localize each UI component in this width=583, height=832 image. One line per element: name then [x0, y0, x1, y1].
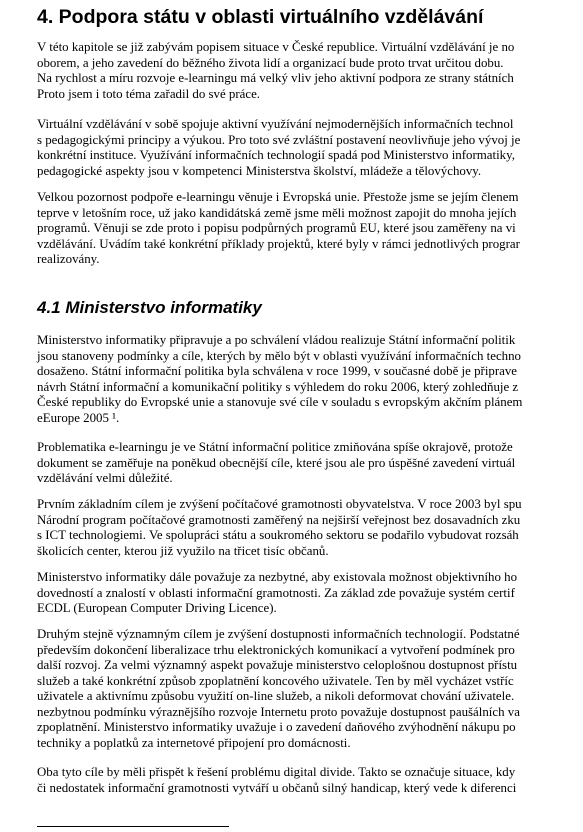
text-line: služeb a také konkrétní způsob zpoplatnění koncového uživatele. Ten by měl vycházet vstříc	[37, 673, 514, 688]
chapter-paragraph	[37, 40, 514, 102]
text-line: Ministerstvo informatiky dále považuje za nezbytné, aby existovala možnost objektivního ho	[37, 570, 518, 584]
text-line: Národní program počítačové gramotnosti zaměřený na nejširší veřejnost bez dosavadních zku	[37, 512, 521, 527]
text-line: oborem, a jeho zavedení do běžného života lidí a organizací bude proto trvat určitou dobu.	[37, 55, 504, 70]
text-line: Velkou pozornost podpoře e-learningu věnuje i Evropská unie. Přestože jsme se jejím členem	[37, 190, 519, 204]
text-line: Na rychlost a míru rozvoje e-learningu má velký vliv jeho aktivní podpora ze strany státních	[37, 71, 514, 85]
text-line: ECDL (European Computer Driving Licence).	[37, 601, 277, 615]
text-line: dosaženo. Státní informační politika byla schválena v roce 1999, v současné době je připrave	[37, 364, 518, 378]
text-line: Virtuální vzdělávání v sobě spojuje aktivní využívání nejmodernějších informačních technol	[37, 117, 514, 131]
section-heading: 4.1 Ministerstvo informatiky	[37, 298, 262, 317]
text-line: návrh Státní informační a komunikační politiky s výhledem do roku 2006, který zohledňuje z	[37, 379, 519, 394]
text-line: dokument se zaměřuje na poněkud obecnější cíle, které jsou ale pro úspěšné zavedení virtuál	[37, 455, 516, 470]
chapter-heading: 4. Podpora státu v oblasti virtuálního vzdělávání	[37, 6, 484, 28]
text-line: teprve v letošním roce, už jako kandidátská země jsme měli možnost zapojit do mnoha jejích	[37, 205, 517, 220]
section-paragraph	[37, 570, 517, 617]
text-line: programů. Věnuji se zde proto i popisu podpůrných programů EU, které jsou zaměřeny na vi	[37, 221, 516, 235]
text-line: vzdělávání velmi důležité.	[37, 471, 173, 485]
text-line: eEurope 2005 ¹.	[37, 410, 120, 425]
text-line: dovedností a znalostí v oblasti informační gramotnosti. Za základ zde považuje systém certif	[37, 585, 515, 600]
text-line: další rozvoj. Za velmi významný aspekt považuje ministerstvo celoplošnou dostupnost přístu	[37, 658, 518, 672]
section-paragraph	[37, 497, 522, 559]
text-line: především dokončení liberalizace trhu elektronických komunikací a vytvoření podmínek pro	[37, 642, 515, 657]
text-line: školicích center, kterou již využilo na třicet tisíc občanů.	[37, 543, 329, 558]
text-line: uživatele a aktivnímu způsobu využití on-line služeb, a nikoli deformovat chování uživatele.	[37, 689, 515, 703]
section-paragraph	[37, 627, 520, 751]
text-line: Druhým stejně významným cílem je zvýšení dostupnosti informačních technologií. Podstatné	[37, 627, 520, 641]
text-line: Proto jsem i toto téma zařadil do své práce.	[37, 86, 261, 101]
text-line: České republiky do Evropské unie a stanovuje své cíle v souladu s evropským akčním plánem	[37, 395, 523, 409]
text-line: Prvním základním cílem je zvýšení počítačové gramotnosti obyvatelstva. V roce 2003 byl spu	[37, 497, 522, 511]
text-line: jsou stanoveny podmínky a cíle, kterých by mělo být v oblasti využívání informačních techno	[37, 348, 522, 363]
text-line: pedagogické aspekty jsou v kompetenci Ministerstva školství, mládeže a tělovýchovy.	[37, 163, 482, 178]
text-line: s ICT technologiemi. Ve spolupráci státu a soukromého sektoru se podařilo vybudovat rozsáh	[37, 528, 519, 542]
text-line: Problematika e-learningu je ve Státní informační politice zmiňována spíše okrajově, protože	[37, 440, 513, 454]
section-paragraph	[37, 440, 515, 487]
text-line: konkrétní instituce. Využívání informačních technologií spadá pod Ministerstvo informatiky,	[37, 148, 515, 162]
text-line: Oba tyto cíle by měli přispět k řešení problému digital divide. Takto se označuje situace, kdy	[37, 765, 516, 779]
chapter-paragraph	[37, 190, 520, 268]
section-paragraph	[37, 765, 516, 796]
footnote-separator	[37, 826, 229, 827]
text-line: techniky a poplatků za internetové připojení pro domácnosti.	[37, 735, 351, 750]
text-line: realizovány.	[37, 252, 100, 266]
chapter-paragraph	[37, 117, 520, 179]
text-line: V této kapitole se již zabývám popisem situace v České republice. Virtuální vzdělávání je no	[37, 40, 515, 54]
text-line: Ministerstvo informatiky připravuje a po schválení vládou realizuje Státní informační politik	[37, 333, 516, 347]
section-paragraph	[37, 333, 522, 426]
text-line: nezbytnou podmínku výraznějšího rozvoje Internetu proto považuje dostupnost paušálních va	[37, 704, 520, 719]
text-line: či nedostatek informační gramotnosti vytváří u občanů silný handicap, který vede k diferenci	[37, 780, 517, 795]
text-line: s pedagogickými principy a výukou. Pro toto své zvláštní postavení neovlivňuje jeho vývoj je	[37, 132, 521, 147]
text-line: zpoplatnění. Ministerstvo informatiky uvažuje i o zavedení daňového zvýhodnění nákupu po	[37, 720, 516, 734]
text-line: vzdělávání. Uvádím také konkrétní příklady projektů, které byly v rámci jednotlivých prograr	[37, 236, 520, 251]
